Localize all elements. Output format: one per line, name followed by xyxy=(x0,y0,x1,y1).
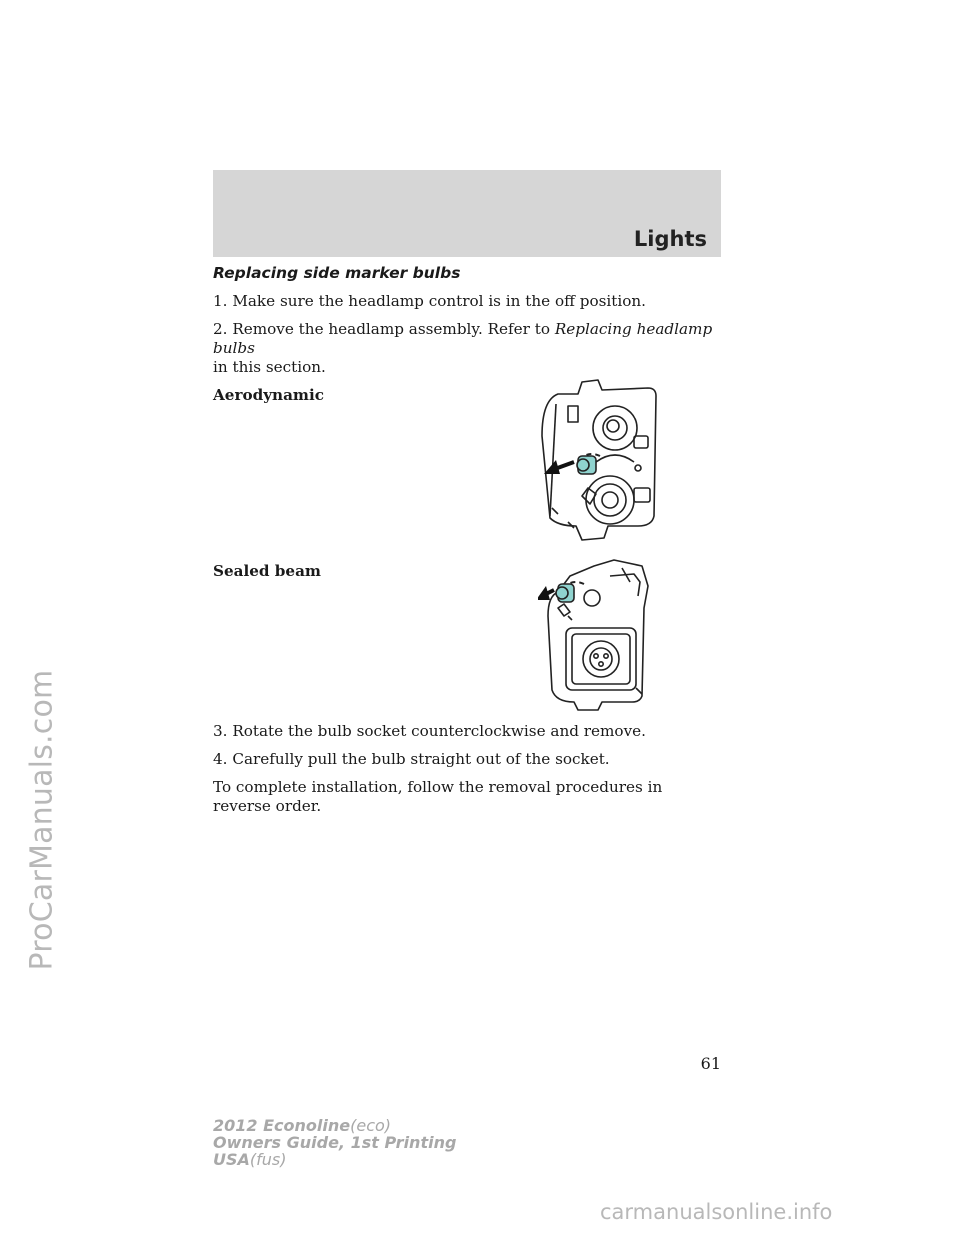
step-2-suffix: in this section. xyxy=(213,358,326,376)
sealed-beam-figure-row xyxy=(213,562,721,722)
aerodynamic-label: Aerodynamic xyxy=(213,386,324,404)
footer-line-1 xyxy=(213,1117,456,1134)
footer-line-3 xyxy=(213,1151,456,1168)
step-2-text: 2. Remove the headlamp assembly. Refer to xyxy=(213,320,555,338)
sealed-beam-headlamp-diagram xyxy=(538,556,663,714)
section-header-box xyxy=(213,170,721,257)
step-4: 4. Carefully pull the bulb straight out of the socket. xyxy=(213,750,610,768)
footer-region: USA xyxy=(213,1150,250,1169)
footer-model: 2012 Econoline xyxy=(213,1116,351,1135)
step-3: 3. Rotate the bulb socket counterclockwise and remove. xyxy=(213,722,646,740)
closing-text: To complete installation, follow the removal procedures in reverse order. xyxy=(213,778,663,815)
document-footer xyxy=(213,1117,456,1168)
sealed-beam-label: Sealed beam xyxy=(213,562,322,580)
footer-site-watermark: carmanualsonline.info xyxy=(600,1200,833,1224)
footer-model-code: (eco) xyxy=(350,1116,392,1135)
page-content xyxy=(213,264,721,825)
footer-region-code: (fus) xyxy=(249,1150,287,1169)
footer-line-2: Owners Guide, 1st Printing xyxy=(213,1133,457,1152)
section-title: Lights xyxy=(633,227,707,251)
aerodynamic-figure-row xyxy=(213,386,721,562)
step-1: 1. Make sure the headlamp control is in the off position. xyxy=(213,292,646,310)
subheading: Replacing side marker bulbs xyxy=(213,264,461,282)
step-2 xyxy=(213,320,721,377)
side-watermark xyxy=(0,0,60,1242)
cross-reference-link: Replacing headlamp bulbs xyxy=(213,320,713,357)
page-number: 61 xyxy=(700,1054,721,1073)
aerodynamic-headlamp-diagram xyxy=(538,376,663,544)
side-watermark-text: ProCarManuals.com xyxy=(24,669,60,971)
